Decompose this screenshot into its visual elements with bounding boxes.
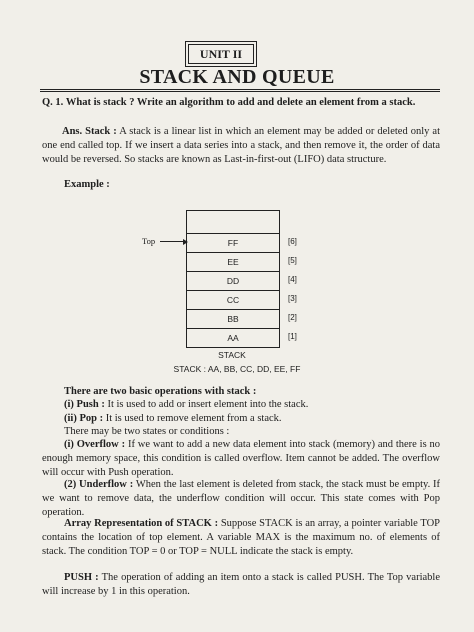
push-def-paragraph: [42, 571, 440, 599]
overflow-label: (i) Overflow :: [64, 439, 126, 450]
stack-cell: EE: [186, 252, 280, 272]
underflow-paragraph: [42, 478, 440, 520]
answer-label: Ans. Stack :: [62, 126, 117, 137]
title-rule-top: [40, 89, 440, 90]
push-label: (i) Push :: [64, 399, 105, 410]
stack-cell: BB: [186, 309, 280, 329]
pop-text: It is used to remove element from a stack.: [105, 413, 282, 424]
stack-caption: STACK: [218, 350, 246, 360]
top-label: Top: [142, 236, 156, 246]
overflow-paragraph: [42, 438, 440, 480]
answer-paragraph: [42, 125, 440, 167]
stack-cell: CC: [186, 290, 280, 310]
states-line: There may be two states or conditions :: [64, 426, 230, 437]
array-rep-paragraph: [42, 517, 440, 559]
question-label: Q. 1.: [42, 97, 64, 108]
answer-text: A stack is a linear list in which an element may be added or deleted only at one end called top. If we insert a data series into a stack, and then remove it, the order of data would be reversed. So stacks are known as Last-in-first-out (LIFO) data structure.: [42, 126, 440, 165]
stack-index: [2]: [288, 313, 297, 322]
unit-label: UNIT II: [188, 44, 254, 64]
stack-index: [1]: [288, 332, 297, 341]
overflow-text: If we want to add a new data element into stack (memory) and there is no enough memory space, this condition is called overflow. Item cannot be added. The overflow will occur with Push operation.: [42, 439, 441, 478]
stack-cell: FF: [186, 233, 280, 253]
underflow-label: (2) Underflow :: [64, 479, 134, 490]
title-rule-bottom: [40, 91, 440, 92]
push-def-label: PUSH :: [64, 572, 99, 583]
pop-item: [64, 412, 440, 426]
chapter-title: STACK AND QUEUE: [139, 66, 335, 88]
stack-index: [6]: [288, 237, 297, 246]
stack-index: [3]: [288, 294, 297, 303]
stack-index: [4]: [288, 275, 297, 284]
stack-cell: DD: [186, 271, 280, 291]
underflow-text: When the last element is deleted from stack, the stack must be empty. If we want to remove data, the underflow condition will occur. This state comes with Pop operation.: [42, 479, 440, 518]
push-text: It is used to add or insert element into the stack.: [107, 399, 309, 410]
array-rep-text: Suppose STACK is an array, a pointer variable TOP contains the location of top element. A variable MAX is the maximum no. of elements of stack. The condition TOP = 0 or TOP = NULL indicate the stack is empty.: [42, 518, 441, 557]
push-def-text: The operation of adding an item onto a stack is called PUSH. The Top variable will increase by 1 in this operation.: [42, 572, 440, 597]
operations-heading: There are two basic operations with stack :: [64, 386, 257, 397]
top-arrow-icon: [160, 241, 184, 242]
push-item: [64, 398, 440, 412]
array-rep-label: Array Representation of STACK :: [64, 518, 219, 529]
stack-list: STACK : AA, BB, CC, DD, EE, FF: [173, 364, 301, 374]
question-paragraph: [42, 96, 440, 110]
question-text: What is stack ? Write an algorithm to add and delete an element from a stack.: [65, 97, 416, 108]
example-label: Example :: [64, 179, 110, 190]
stack-index: [5]: [288, 256, 297, 265]
pop-label: (ii) Pop :: [64, 413, 104, 424]
stack-cell: AA: [186, 328, 280, 348]
